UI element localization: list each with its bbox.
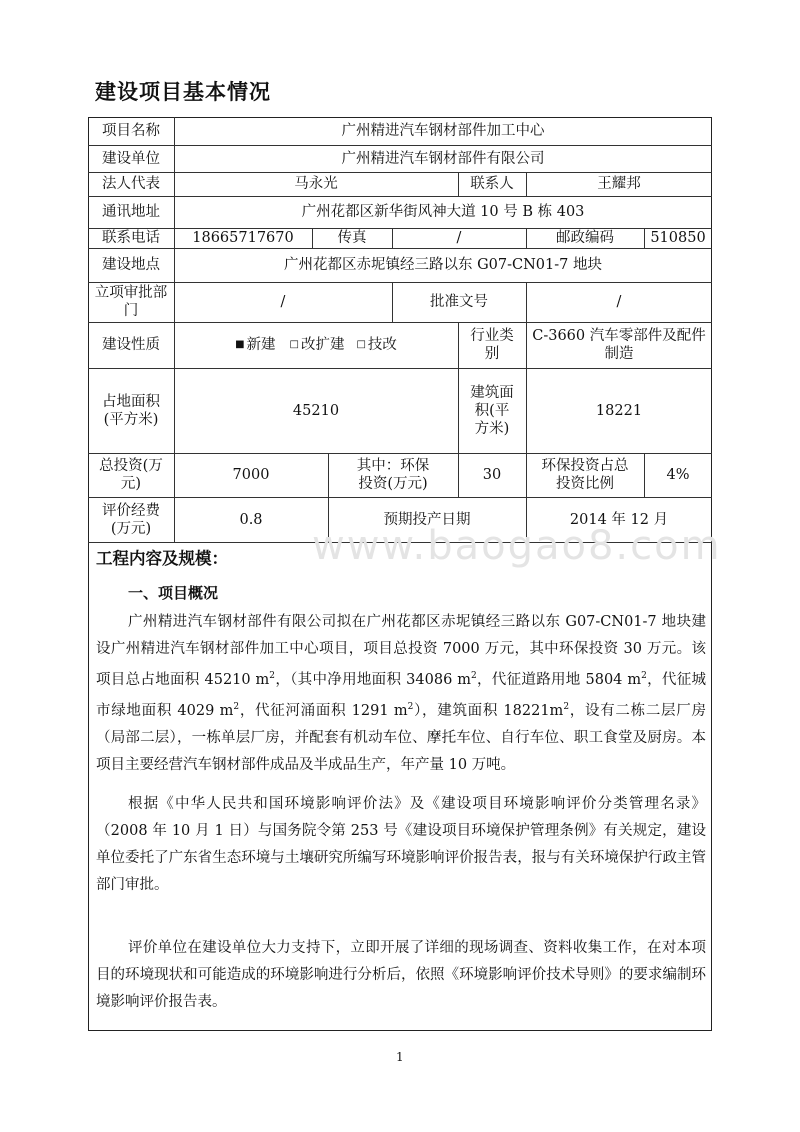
approval-dept-value: /: [280, 294, 286, 310]
superscript: 2: [233, 701, 240, 712]
unchecked-box-icon: □: [356, 339, 366, 350]
env-ratio-label: 环保投资占总投资比例: [541, 458, 629, 492]
page-number: 1: [396, 1050, 404, 1064]
site-value: 广州花都区赤坭镇经三路以东 G07-CN01-7 地块: [283, 257, 602, 273]
fax-value: /: [456, 230, 462, 246]
superscript: 2: [641, 671, 647, 681]
watermark: www.baogao8.com: [312, 523, 722, 569]
unchecked-box-icon: □: [289, 339, 299, 350]
builder-label: 建设单位: [102, 150, 160, 167]
checked-box-icon: ■: [235, 339, 245, 350]
p1-text-c: ，代征道路用地 5804 m: [476, 671, 642, 688]
env-invest-label: 其中：环保投资(万元): [356, 458, 430, 492]
land-area-value: 45210: [292, 402, 340, 419]
nature-expand: 改扩建: [300, 337, 345, 353]
superscript: 2: [470, 671, 477, 681]
total-invest-label: 总投资(万元): [99, 458, 163, 492]
industry-value: C-3660 汽车零部件及配件制造: [532, 328, 706, 362]
building-area-label: 建筑面积(平方米): [470, 384, 514, 437]
nature-label: 建设性质: [102, 337, 160, 353]
p1-text-b: ，（其中净用地面积 34086 m: [275, 671, 471, 688]
industry-label: 行业类别: [470, 328, 514, 362]
phone-value: 18665717670: [192, 230, 294, 246]
postcode-label: 邮政编码: [556, 230, 614, 246]
approval-no-value: /: [616, 294, 622, 310]
sub-title: 一、项目概况: [128, 584, 219, 602]
superscript: 2: [407, 701, 414, 712]
address-value: 广州花都区新华街风神大道 10 号 B 栋 403: [301, 204, 585, 220]
env-invest-value: 30: [482, 467, 502, 483]
env-ratio-value: 4%: [666, 467, 690, 483]
p1-text-g: ，设有二栋二层厂房（局部二层），一栋单层厂房，并配套有机动车位、摩托车位、自行车位、职工食堂及厨房。本项目主要经营汽车钢材部件成品及半成品生产，年产量 10 万吨。: [96, 702, 706, 773]
eval-fee-label: 评价经费(万元): [102, 502, 160, 537]
p1-text-d: ，代征城市绿地面积 4029 m: [96, 671, 707, 719]
section-title: 工程内容及规模：: [96, 549, 228, 568]
land-area-label: 占地面积(平方米): [102, 393, 160, 428]
total-invest-value: 7000: [232, 467, 270, 483]
paragraph-overview: [96, 609, 706, 779]
nature-new: 新建: [246, 337, 276, 353]
p1-text-e: ，代征河涌面积 1291 m: [239, 702, 408, 719]
paragraph-method: 评价单位在建设单位大力支持下，立即开展了详细的现场调查、资料收集工作，在对本项目的环境现状和可能造成的环境影响进行分析后，依照《环境影响评价技术导则》的要求编制环境影响评价报告表。: [96, 940, 706, 1010]
nature-options: [174, 322, 458, 368]
superscript: 2: [563, 701, 570, 712]
contact-value: 王耀邦: [597, 176, 641, 192]
legal-rep-value: 马永光: [294, 176, 338, 192]
start-date-label: 预期投产日期: [383, 511, 471, 528]
fax-label: 传真: [337, 230, 367, 246]
project-name-value: 广州精进汽车钢材部件加工中心: [341, 123, 545, 139]
project-name-label: 项目名称: [102, 123, 160, 139]
page-heading: 建设项目基本情况: [95, 80, 271, 104]
legal-rep-label: 法人代表: [102, 176, 160, 192]
building-area-value: 18221: [595, 402, 643, 419]
p1-text-f: ），建筑面积 18221m: [413, 702, 564, 719]
nature-tech: 技改: [367, 337, 397, 353]
approval-no-label: 批准文号: [430, 294, 488, 310]
postcode-value: 510850: [650, 230, 706, 246]
p1-text-a: 广州精进汽车钢材部件有限公司拟在广州花都区赤坭镇经三路以东 G07-CN01-7 地块建设广州精进汽车钢材部件加工中心项目，项目总投资 7000 万元，其中环保投资 30 万元。该项目总占地面积 45210 m: [96, 614, 706, 688]
superscript: 2: [269, 671, 276, 681]
address-label: 通讯地址: [102, 204, 160, 220]
site-label: 建设地点: [102, 257, 160, 273]
start-date-value: 2014 年 12 月: [569, 511, 669, 528]
contact-label: 联系人: [470, 176, 514, 192]
eval-fee-value: 0.8: [239, 511, 263, 528]
phone-label: 联系电话: [102, 230, 160, 246]
builder-value: 广州精进汽车钢材部件有限公司: [341, 150, 545, 167]
paragraph-basis: 根据《中华人民共和国环境影响评价法》及《建设项目环境影响评价分类管理名录》（2008 年 10 月 1 日）与国务院令第 253 号《建设项目环境保护管理条例》有关规定，建设单位委托了广东省生态环境与土壤研究所编写环境影响评价报告表，报与有关环境保护行政主管部门审批。: [96, 796, 706, 893]
approval-dept-label: 立项审批部门: [94, 285, 168, 319]
